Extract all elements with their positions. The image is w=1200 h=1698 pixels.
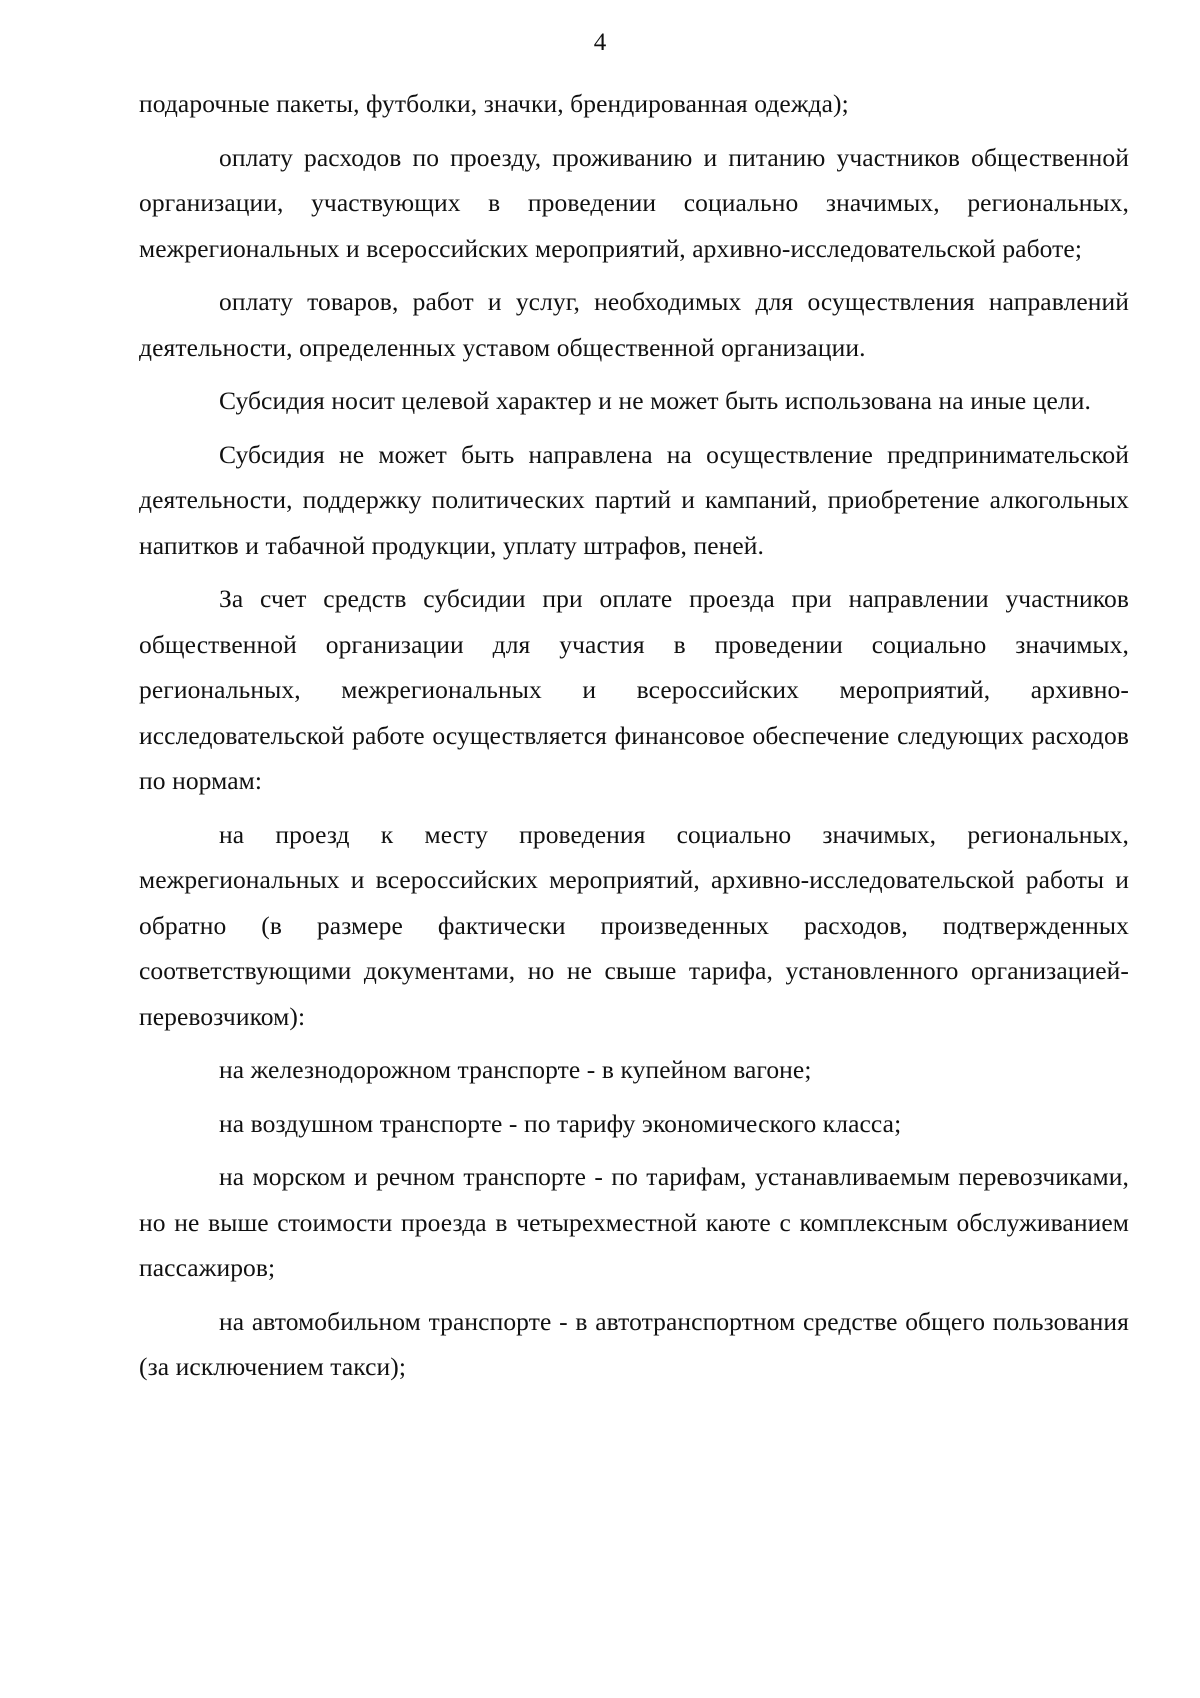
paragraph-gift-items: подарочные пакеты, футболки, значки, брендированная одежда); bbox=[139, 89, 849, 118]
paragraph-travel-expenses: оплату расходов по проезду, проживанию и питанию участников общественной организации, участвующих в проведении социально значимых, региональных, межрегиональных и всероссийских мероприятий, архивно-исследовательской работе; bbox=[139, 142, 1129, 263]
paragraph-rail-transport: на железнодорожном транспорте - в купейном вагоне; bbox=[219, 1055, 812, 1084]
paragraph-sea-river-transport: на морском и речном транспорте - по тарифам, устанавливаемым перевозчиками, но не выше стоимости проезда в четырехместной каюте с комплексным обслуживанием пассажиров; bbox=[139, 1162, 1129, 1282]
page-number: 4 bbox=[593, 29, 607, 56]
paragraph-air-transport: на воздушном транспорте - по тарифу экономического класса; bbox=[219, 1108, 902, 1138]
paragraph-road-transport: на автомобильном транспорте - в автотранспортном средстве общего пользования (за исключением такси); bbox=[139, 1306, 1129, 1381]
paragraph-travel-norms-intro: За счет средств субсидии при оплате проезда при направлении участников общественной организации для участия в проведении социально значимых, региональных, межрегиональных и всероссийских мероприятий, архивно-исследовательской работе осуществляется финансовое обеспечение следующих расходов по нормам: bbox=[139, 584, 1129, 795]
paragraph-goods-services: оплату товаров, работ и услуг, необходимых для осуществления направлений деятельности, определенных уставом общественной организации. bbox=[139, 287, 1129, 362]
paragraph-travel-to-venue: на проезд к месту проведения социально значимых, региональных, межрегиональных и всероссийских мероприятий, архивно-исследовательской работы и обратно (в размере фактически произведенных расходов, подтвержденных соответствующими документами, но не свыше тарифа, установленного организацией-перевозчиком): bbox=[139, 819, 1129, 1031]
paragraph-subsidy-restrictions: Субсидия не может быть направлена на осуществление предпринимательской деятельности, поддержку политических партий и кампаний, приобретение алкогольных напитков и табачной продукции, уплату штрафов, пеней. bbox=[139, 439, 1129, 560]
document-body bbox=[139, 81, 1129, 1390]
paragraph-subsidy-purpose: Субсидия носит целевой характер и не может быть использована на иные цели. bbox=[219, 386, 1092, 415]
